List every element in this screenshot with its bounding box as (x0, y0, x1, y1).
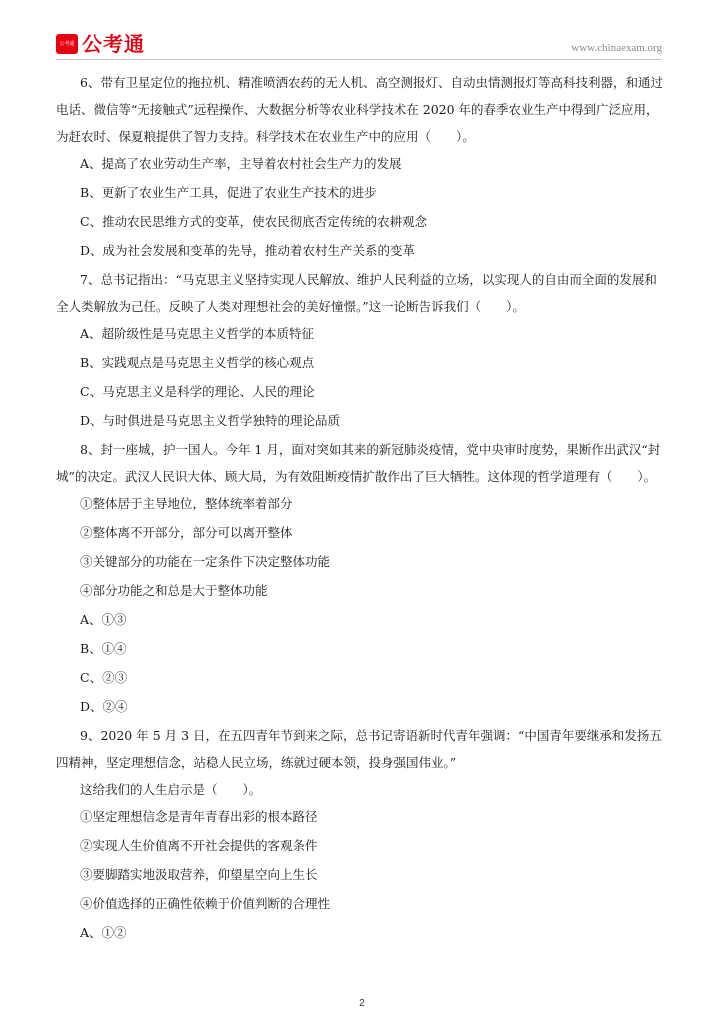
option-c: C、②③ (80, 670, 128, 685)
statement-1: ①坚定理想信念是青年青春出彩的根本路径 (80, 809, 318, 824)
statement-3: ③关键部分的功能在一定条件下决定整体功能 (80, 554, 331, 569)
statement-1: ①整体居于主导地位，整体统率着部分 (80, 496, 293, 511)
stem-line: 这给我们的人生启示是（ ）。 (80, 782, 262, 797)
logo-text: 公考通 (82, 32, 145, 56)
statement-2: ②实现人生价值离不开社会提供的客观条件 (80, 838, 318, 853)
question-7-stem (56, 271, 668, 325)
question-8-stem (56, 441, 668, 495)
stem-line: 9、2020 年 5 月 3 日，在五四青年节到来之际，总书记寄语新时代青年强调：“中国青年要继承和发扬五 (80, 728, 662, 743)
page-number: 2 (359, 998, 365, 1009)
option-b: B、实践观点是马克思主义哲学的核心观点 (80, 355, 315, 370)
option-a: A、①② (80, 925, 127, 940)
stem-line: 为赶农时、保夏粮提供了智力支持。科学技术在农业生产中的应用（ ）。 (56, 129, 475, 144)
stem-line: 8、封一座城，护一国人。今年 1 月，面对突如其来的新冠肺炎疫情，党中央审时度势，果断作出武汉“封 (80, 442, 661, 457)
stem-line: 6、带有卫星定位的拖拉机、精准喷洒农药的无人机、高空测报灯、自动虫情测报灯等高科技利器，和通过 (80, 75, 663, 90)
option-d: D、与时俱进是马克思主义哲学独特的理论品质 (80, 413, 341, 428)
option-a: A、提高了农业劳动生产率，主导着农村社会生产力的发展 (80, 156, 402, 171)
option-b: B、更新了农业生产工具，促进了农业生产技术的进步 (80, 185, 377, 200)
logo-badge: 公考通 (56, 34, 78, 54)
stem-line: 7、总书记指出：“马克思主义坚持实现人民解放、维护人民利益的立场，以实现人的自由而全面的发展和 (80, 272, 657, 287)
option-d: D、成为社会发展和变革的先导，推动着农村生产关系的变革 (80, 243, 416, 258)
option-d: D、②④ (80, 699, 128, 714)
stem-line: 电话、微信等“无接触式”远程操作、大数据分析等农业科学技术在 2020 年的春季农业生产中得到广泛应用， (56, 102, 659, 117)
header-divider (56, 59, 662, 60)
stem-line: 城”的决定。武汉人民识大体、顾大局，为有效阻断疫情扩散作出了巨大牺牲。这体现的哲学道理有（ ）。 (56, 469, 657, 484)
statement-4: ④部分功能之和总是大于整体功能 (80, 583, 268, 598)
stem-line: 全人类解放为己任。反映了人类对理想社会的美好憧憬。”这一论断告诉我们（ ）。 (56, 299, 525, 314)
option-c: C、推动农民思维方式的变革，使农民彻底否定传统的农耕观念 (80, 214, 428, 229)
site-url: www.chinaexam.org (571, 42, 662, 54)
statement-4: ④价值选择的正确性依赖于价值判断的合理性 (80, 896, 331, 911)
question-6-stem (56, 74, 668, 155)
statement-2: ②整体离不开部分，部分可以离开整体 (80, 525, 293, 540)
statement-3: ③要脚踏实地汲取营养，仰望星空向上生长 (80, 867, 318, 882)
option-a: A、①③ (80, 612, 127, 627)
document-body (56, 74, 668, 953)
option-a: A、超阶级性是马克思主义哲学的本质特征 (80, 326, 315, 341)
stem-line: 四精神，坚定理想信念，站稳人民立场，练就过硬本领，投身强国伟业。” (56, 755, 457, 770)
question-9-stem (56, 727, 668, 808)
option-c: C、马克思主义是科学的理论、人民的理论 (80, 384, 315, 399)
option-b: B、①④ (80, 641, 127, 656)
page-header (56, 30, 662, 62)
